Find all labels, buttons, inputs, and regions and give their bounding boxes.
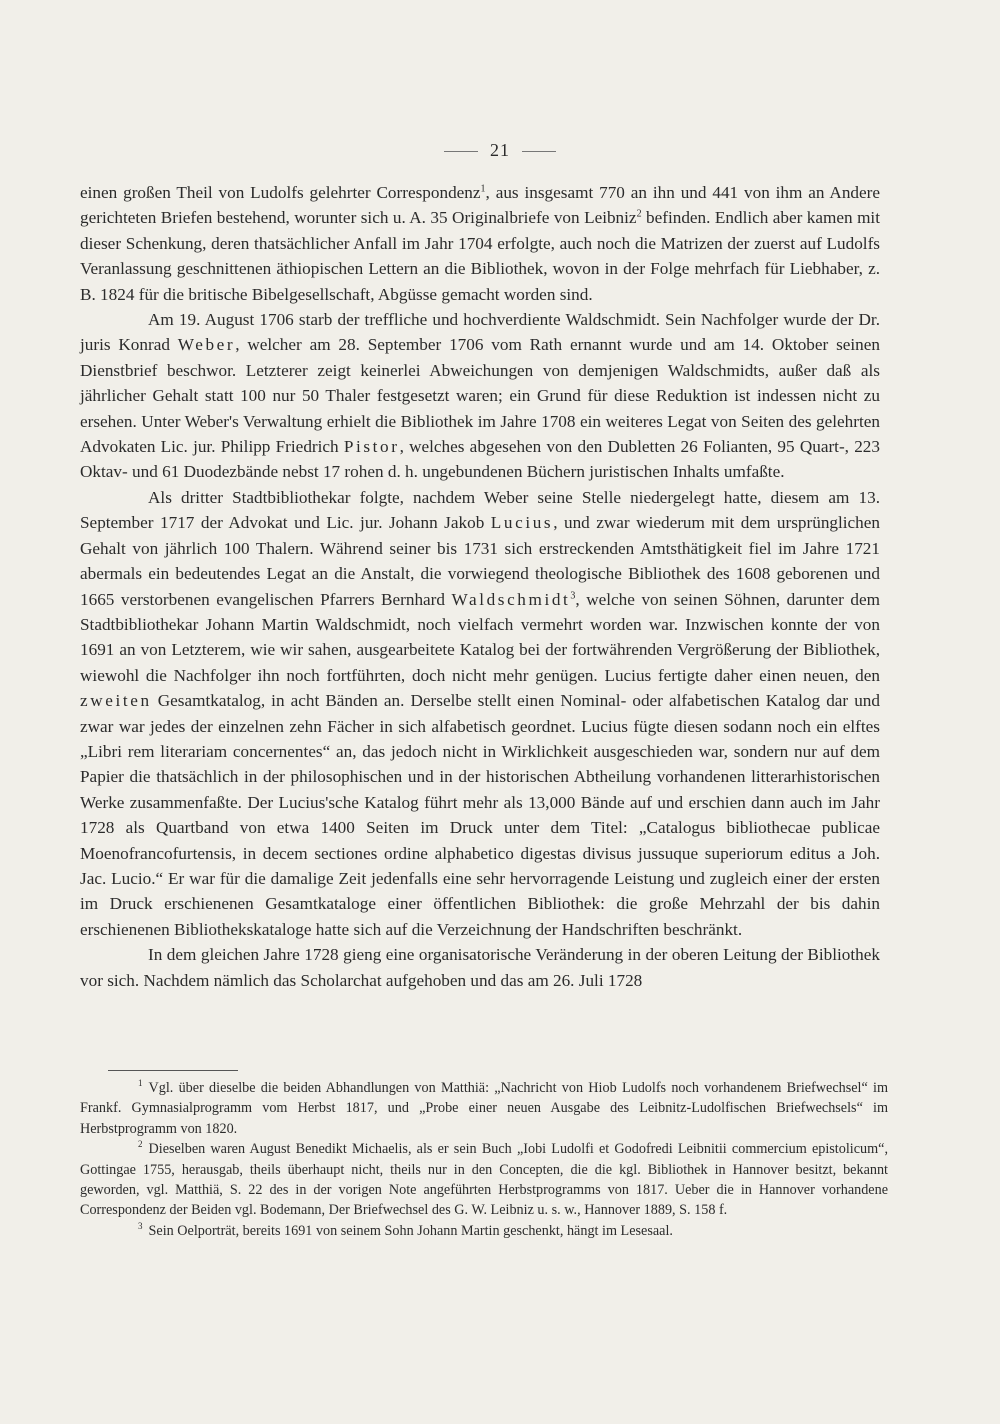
spaced-name: Waldschmidt	[451, 589, 571, 609]
page-number: 21	[490, 140, 510, 160]
footnote-ref-3: 3	[570, 589, 576, 601]
paragraph-text: , welches abgesehen von den Dubletten 26 Folianten, 95 Quart-, 223 Oktav- und 61 Duodezbände nebst 17 rohen d. h. ungebundenen Büchern juristischen Inhalts umfaßte.	[80, 437, 880, 482]
footnote-ref-1: 1	[480, 183, 486, 195]
header-dash-right	[522, 151, 556, 152]
footnote-2	[80, 1139, 888, 1221]
paragraph-text: , welche von seinen Söhnen, darunter dem Stadtbibliothekar Johann Martin Waldschmidt, noch vielfach vermehrt worden war. Inzwischen konnte der von 1691 an von Letzterem, wie wir sahen, ausgearbeitete Katalog bei der fortwährenden Vergrößerung der Bibliothek, wiewohl die Nachfolger ihn noch fortführten, doch nicht mehr genügen. Lucius fertigte daher einen neuen, den	[80, 589, 880, 685]
spaced-word: zweiten	[80, 691, 152, 711]
footnote-ref-2: 2	[636, 208, 642, 220]
paragraph-2	[80, 307, 880, 485]
footnote-mark: 1	[138, 1078, 143, 1089]
footnote-separator	[108, 1070, 238, 1071]
paragraph-3	[80, 485, 880, 942]
spaced-name: Lucius	[490, 513, 554, 533]
footnote-mark: 3	[138, 1221, 143, 1232]
paragraph-text: einen großen Theil von Ludolfs gelehrter Correspondenz	[80, 183, 481, 202]
footnote-3	[80, 1221, 888, 1241]
footnote-1	[80, 1078, 888, 1139]
body-text	[80, 180, 880, 993]
paragraph-text: Als dritter Stadtbibliothekar folgte, nachdem Weber seine Stelle niedergelegt hatte, diesem am 13. September 1717 der Advokat und Lic. jur. Johann Jakob	[80, 487, 880, 533]
footnote-text: Sein Oelporträt, bereits 1691 von seinem Sohn Johann Martin geschenkt, hängt im Lesesaal.	[148, 1222, 673, 1239]
paragraph-text: , aus insgesamt 770 an ihn und 441 von ihm an Andere gerichteten Briefen bestehend, worunter sich u. A. 35 Originalbriefe von Leibniz	[80, 183, 880, 228]
paragraph-text: In dem gleichen Jahre 1728 gieng eine organisatorische Veränderung in der oberen Leitung der Bibliothek vor sich. Nachdem nämlich das Scholarchat aufgehoben und das am 26. Juli 1728	[80, 945, 880, 990]
header-dash-left	[444, 151, 478, 152]
paragraph-text: , und zwar wiederum mit dem ursprünglichen Gehalt von jährlich 100 Thalern. Während seiner bis 1731 sich erstreckenden Amtsthätigkeit fiel im Jahre 1721 abermals ein bedeutendes Legat an die Anstalt, die vorwiegend theologische Bibliothek des 1608 geborenen und 1665 verstorbenen evangelischen Pfarrers Bernhard	[80, 513, 881, 609]
footnotes	[80, 1078, 888, 1241]
paragraph-text: Am 19. August 1706 starb der treffliche und hochverdiente Waldschmidt. Sein Nachfolger wurde der Dr. juris Konrad	[80, 310, 880, 355]
paragraph-text: , welcher am 28. September 1706 vom Rath ernannt wurde und am 14. Oktober seinen Dienstbrief beschwor. Letzterer zeigt keinerlei Abweichungen von demjenigen Waldschmidts, außer daß als jährlicher Gehalt statt 100 nur 50 Thaler festgesetzt waren; ein Grund für diese Reduktion ist indessen nicht zu ersehen. Unter Weber's Verwaltung erhielt die Bibliothek im Jahre 1708 ein weiteres Legat von Seiten des gelehrten Advokaten Lic. jur. Philipp Friedrich	[80, 335, 880, 457]
paragraph-4	[80, 942, 880, 993]
page-number-header	[0, 140, 1000, 161]
footnote-text: Dieselben waren August Benedikt Michaelis, als er sein Buch „Iobi Ludolfi et Godofredi Leibnitii commercium epistolicum“, Gottingae 1755, herausgab, theils überhaupt nicht, theils nur in den Concepten, die die kgl. Bibliothek in Hannover besitzt, bekannt geworden, vgl. Matthiä, S. 22 des in der vorigen Note angeführten Herbstprogramms von 1817. Ueber die in Hannover vorhandene Correspondenz der Beiden vgl. Bodemann, Der Briefwechsel des G. W. Leibniz u. s. w., Hannover 1889, S. 158 f.	[80, 1141, 888, 1219]
spaced-name: Pistor	[343, 437, 400, 457]
footnote-text: Vgl. über dieselbe die beiden Abhandlungen von Matthiä: „Nachricht von Hiob Ludolfs noch vorhandenem Briefwechsel“ im Frankf. Gymnasialprogramm vom Herbst 1817, und „Probe einer neuen Ausgabe des Leibnitz-Ludolfischen Briefwechsels“ im Herbstprogramm von 1820.	[80, 1080, 888, 1137]
spaced-name: Weber	[177, 335, 236, 355]
paragraph-text: Gesamtkatalog, in acht Bänden an. Derselbe stellt einen Nominal- oder alfabetischen Katalog dar und zwar war jedes der einzelnen zehn Fächer in sich alfabetisch geordnet. Lucius fügte diesen sodann noch ein elftes „Libri rem literariam concernentes“ an, das jedoch nicht in Wirklichkeit ausgeschieden war, sondern nur auf dem Papier die thatsächlich in der philosophischen und in der historischen Abtheilung vorhandenen litterarhistorischen Werke zusammenfaßte. Der Lucius'sche Katalog führt mehr als 13,000 Bände auf und erschien dann auch im Jahr 1728 als Quartband von etwa 1400 Seiten im Druck unter dem Titel: „Catalogus bibliothecae publicae Moenofrancofurtensis, in decem sectiones ordine alphabetico digestas divisus jussuque superiorum editus a Joh. Jac. Lucio.“ Er war für die damalige Zeit jedenfalls eine sehr hervorragende Leistung und zugleich einer der ersten im Druck erschienenen Gesamtkataloge einer öffentlichen Bibliothek: die große Mehrzahl der bis dahin erschienenen Bibliothekskataloge hatte sich auf die Verzeichnung der Handschriften beschränkt.	[80, 691, 880, 939]
paragraph-1	[80, 180, 880, 307]
paragraph-text: befinden. Endlich aber kamen mit dieser Schenkung, deren thatsächlicher Anfall im Jahr 1704 erfolgte, auch noch die Matrizen der zuerst auf Ludolfs Veranlassung geschnittenen äthiopischen Lettern an die Bibliothek, wovon in der Folge mehrfach für Liebhaber, z. B. 1824 für die britische Bibelgesellschaft, Abgüsse gemacht worden sind.	[80, 208, 880, 304]
footnote-mark: 2	[138, 1139, 143, 1150]
